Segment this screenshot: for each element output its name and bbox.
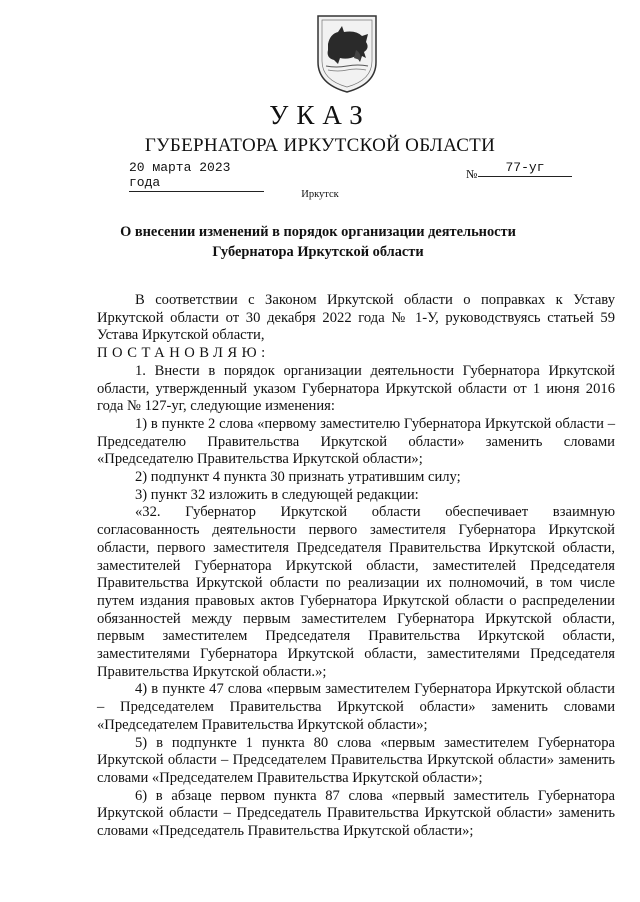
issuer-subtitle: ГУБЕРНАТОРА ИРКУТСКОЙ ОБЛАСТИ xyxy=(144,135,496,156)
body-paragraph: «32. Губернатор Иркутской области обеспечивает взаимную согласованность деятельности первого заместителя Губернатора Иркутской области, первого заместителя Председателя Правительства Иркутской области, заместителей Губернатора Иркутской области, заместителей Председателя Правительства Иркутской области по реализации их полномочий, в том числе путем издания правовых актов Губернатора Иркутской области о распределении обязанностей между первым заместителем Губернатора Иркутской области, первым заместителем Председателя Правительства Иркутской области, заместителями Губернатора Иркутской области, заместителями Председателя Правительства Иркутской области.»; xyxy=(97,504,615,680)
document-date: 20 марта 2023 года xyxy=(129,160,264,192)
body-paragraph: 6) в абзаце первом пункта 87 слова «первый заместитель Губернатора Иркутской области – Председатель Правительства Иркутской области» заменить словами «Председатель Правительства Иркутской области»; xyxy=(97,787,615,840)
body-paragraph: 2) подпункт 4 пункта 30 признать утратившим силу; xyxy=(135,469,461,486)
body-paragraph: 5) в подпункте 1 пункта 80 слова «первым заместителем Губернатора Иркутской области – Председателем Правительства Иркутской области» заменить словами «Председателем Правительства Иркутской области»; xyxy=(97,734,615,786)
body-paragraph: 3) пункт 32 изложить в следующей редакции: xyxy=(135,486,419,503)
resolution-word: ПОСТАНОВЛЯЮ: xyxy=(97,345,270,362)
document-body xyxy=(97,292,615,841)
body-paragraph: 1. Внести в порядок организации деятельности Губернатора Иркутской области, утвержденный указом Губернатора Иркутской области от 1 июня 2016 года № 127-уг, следующие изменения: xyxy=(97,362,615,415)
document-type-title: УКАЗ xyxy=(269,100,371,130)
body-paragraph: 4) в пункте 47 слова «первым заместителем Губернатора Иркутской области – Председателем Правительства Иркутской области» заменить словами «Председателем Правительства Иркутской области»; xyxy=(97,681,615,733)
document-heading: О внесении изменений в порядок организации деятельности Губернатора Иркутской области xyxy=(120,224,516,260)
preamble-paragraph: В соответствии с Законом Иркутской области о поправках к Уставу Иркутской области от 30 декабря 2022 года № 1-У, руководствуясь статьей 59 Устава Иркутской области, xyxy=(97,292,615,344)
body-paragraph: 1) в пункте 2 слова «первому заместителю Губернатора Иркутской области – Председателю Правительства Иркутской области» заменить словами «Председателю Правительства Иркутской области»; xyxy=(97,415,615,468)
document-number: 77-уг xyxy=(478,160,572,177)
irkutsk-coat-of-arms-icon xyxy=(316,14,378,94)
city-label: Иркутск xyxy=(301,189,339,200)
number-sign: № xyxy=(466,167,478,181)
